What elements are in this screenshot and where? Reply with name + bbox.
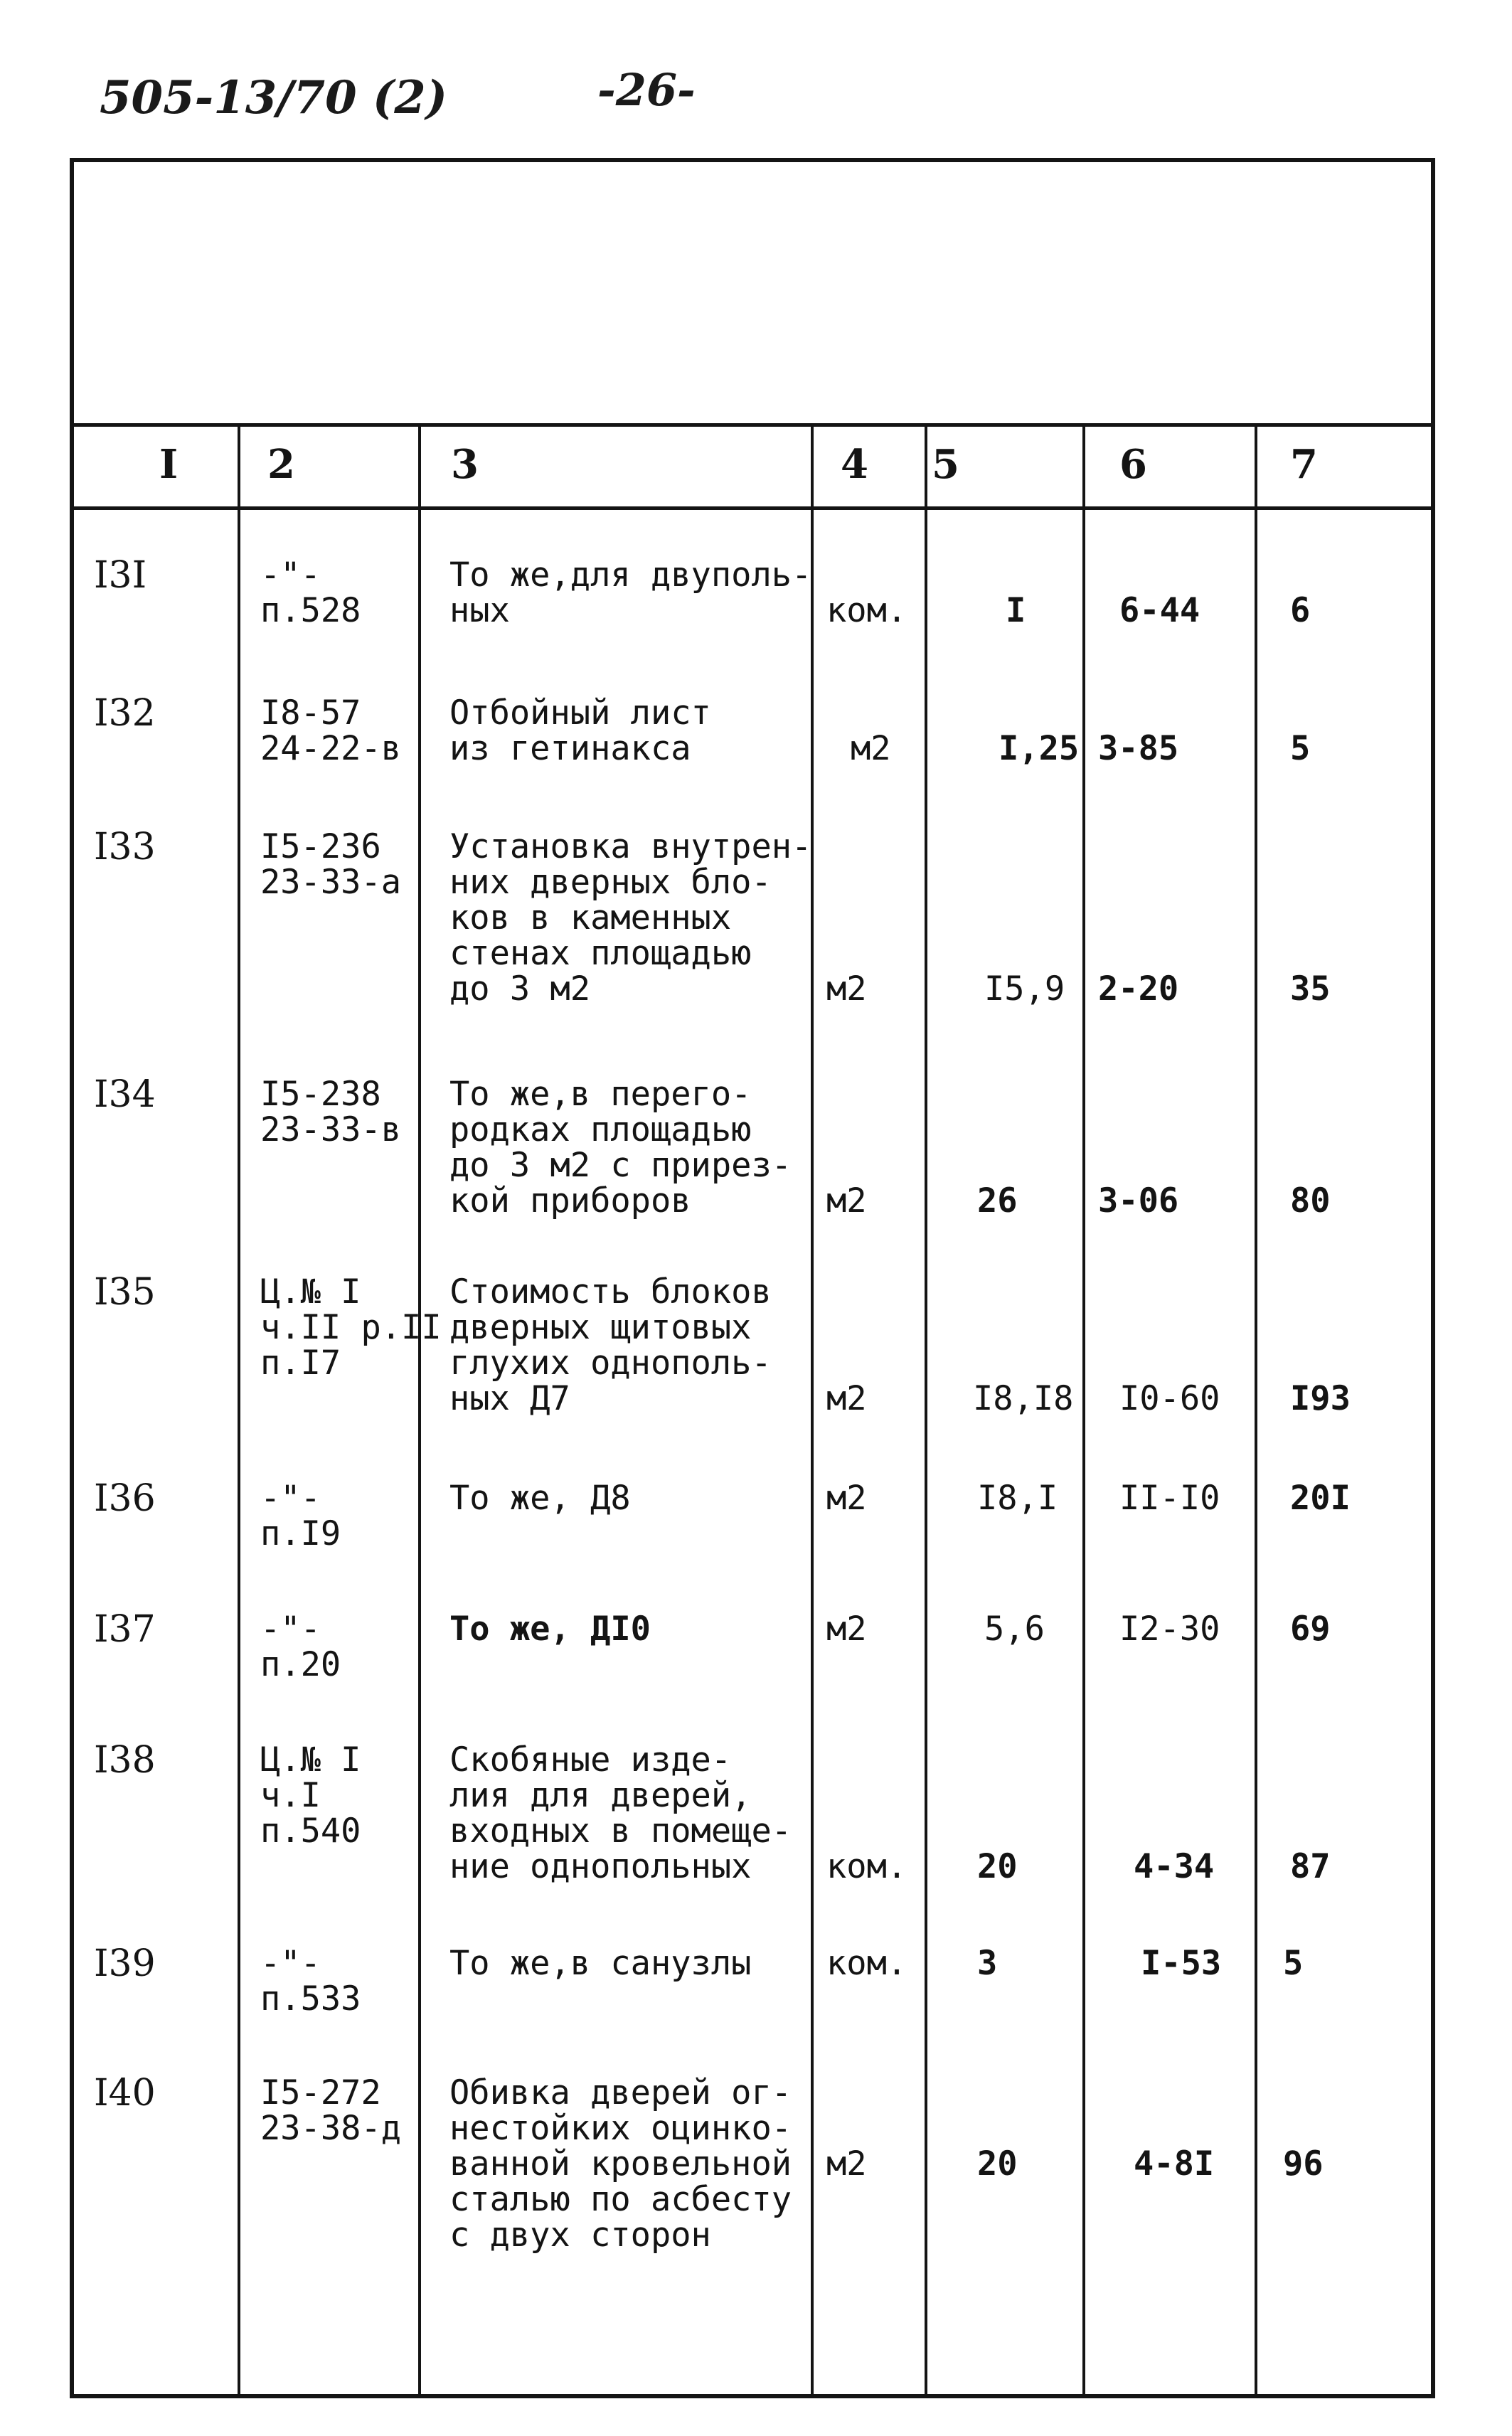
quantity: I5,9 xyxy=(984,969,1065,1009)
row-number: I38 xyxy=(94,1739,156,1782)
unit-price: I-53 xyxy=(1141,1944,1222,1983)
column-header: 6 xyxy=(1119,441,1147,488)
rate-code: I5-272 23-38-д xyxy=(260,2073,402,2148)
blank-header-band xyxy=(74,162,1431,427)
column-header: I xyxy=(159,441,179,488)
rate-code: I5-238 23-33-в xyxy=(260,1075,402,1149)
rate-code: -"- п.528 xyxy=(260,555,361,630)
unit-price: 3-06 xyxy=(1098,1181,1179,1220)
work-description: Стоимость блоков дверных щитовых глухих однополь- ных Д7 xyxy=(449,1272,772,1418)
work-description: То же, Д8 xyxy=(449,1479,631,1518)
row-number: I37 xyxy=(94,1608,156,1651)
row-number: I33 xyxy=(94,826,156,868)
work-description: Обивка дверей ог- нестойких оцинко- ванной кровельной сталью по асбесту с двух сторон xyxy=(449,2073,792,2255)
unit: м2 xyxy=(826,1610,867,1649)
quantity: 20 xyxy=(977,2144,1018,2184)
work-description: Скобяные изде- лия для дверей, входных в помеще- ние однопольных xyxy=(449,1740,792,1886)
total: 5 xyxy=(1290,729,1311,768)
total: 96 xyxy=(1283,2144,1324,2184)
quantity: I,25 xyxy=(999,729,1080,768)
work-description: То же,в перего- родках площадью до 3 м2 с прирез- кой приборов xyxy=(449,1075,792,1220)
quantity: I xyxy=(1006,591,1026,630)
unit-price: 2-20 xyxy=(1098,969,1179,1009)
total: 6 xyxy=(1290,591,1311,630)
row-number: I36 xyxy=(94,1477,156,1520)
unit-price: 6-44 xyxy=(1119,591,1200,630)
unit: ком. xyxy=(826,1847,907,1886)
quantity: 3 xyxy=(977,1944,998,1983)
estimate-table xyxy=(70,158,1435,2398)
row-number: I32 xyxy=(94,692,156,735)
rate-code: Ц.№ I ч.II р.II п.I7 xyxy=(260,1272,442,1383)
column-divider xyxy=(1082,424,1085,2394)
rate-code: I5-236 23-33-а xyxy=(260,827,402,902)
unit: м2 xyxy=(851,729,891,768)
unit: м2 xyxy=(826,1479,867,1518)
total: 69 xyxy=(1290,1610,1331,1649)
work-description: То же, ДI0 xyxy=(449,1610,651,1649)
rate-code: -"- п.I9 xyxy=(260,1479,341,1553)
total: 5 xyxy=(1283,1944,1304,1983)
row-number: I40 xyxy=(94,2072,156,2115)
row-number: I35 xyxy=(94,1271,156,1314)
column-header: 3 xyxy=(451,441,479,488)
unit: м2 xyxy=(826,2144,867,2184)
unit: ком. xyxy=(826,1944,907,1983)
total: 35 xyxy=(1290,969,1331,1009)
unit-price: 4-34 xyxy=(1134,1847,1215,1886)
column-divider xyxy=(238,424,240,2394)
work-description: Установка внутрен- них дверных бло- ков в каменных стенах площадью до 3 м2 xyxy=(449,827,812,1009)
page-number: -26- xyxy=(597,64,696,116)
column-divider xyxy=(1255,424,1257,2394)
work-description: То же,для двуполь- ных xyxy=(449,555,812,630)
column-header: 2 xyxy=(267,441,295,488)
quantity: I8,I xyxy=(977,1479,1058,1518)
unit: м2 xyxy=(826,969,867,1009)
row-number: I3I xyxy=(94,554,147,597)
rate-code: -"- п.533 xyxy=(260,1944,361,2019)
row-number: I34 xyxy=(94,1073,156,1116)
unit: ком. xyxy=(826,591,907,630)
total: I93 xyxy=(1290,1379,1351,1418)
quantity: 5,6 xyxy=(984,1610,1045,1649)
unit-price: II-I0 xyxy=(1119,1479,1220,1518)
total: 87 xyxy=(1290,1847,1331,1886)
unit-price: 3-85 xyxy=(1098,729,1179,768)
rate-code: I8-57 24-22-в xyxy=(260,693,402,768)
total: 20I xyxy=(1290,1479,1351,1518)
row-number: I39 xyxy=(94,1942,156,1985)
column-header: 4 xyxy=(841,441,868,488)
unit-price: I0-60 xyxy=(1119,1379,1220,1418)
unit-price: 4-8I xyxy=(1134,2144,1215,2184)
rate-code: Ц.№ I ч.I п.540 xyxy=(260,1740,361,1851)
unit-price: I2-30 xyxy=(1119,1610,1220,1649)
column-header-divider xyxy=(74,506,1431,510)
column-divider xyxy=(925,424,927,2394)
total: 80 xyxy=(1290,1181,1331,1220)
document-code: 505-13/70 (2) xyxy=(100,71,448,124)
unit: м2 xyxy=(826,1181,867,1220)
work-description: То же,в санузлы xyxy=(449,1944,752,1983)
quantity: I8,I8 xyxy=(973,1379,1074,1418)
unit: м2 xyxy=(826,1379,867,1418)
rate-code: -"- п.20 xyxy=(260,1610,341,1684)
quantity: 20 xyxy=(977,1847,1018,1886)
column-divider xyxy=(811,424,814,2394)
column-header: 7 xyxy=(1290,441,1318,488)
column-divider xyxy=(418,424,421,2394)
column-header: 5 xyxy=(932,441,959,488)
work-description: Отбойный лист из гетинакса xyxy=(449,693,711,768)
quantity: 26 xyxy=(977,1181,1018,1220)
